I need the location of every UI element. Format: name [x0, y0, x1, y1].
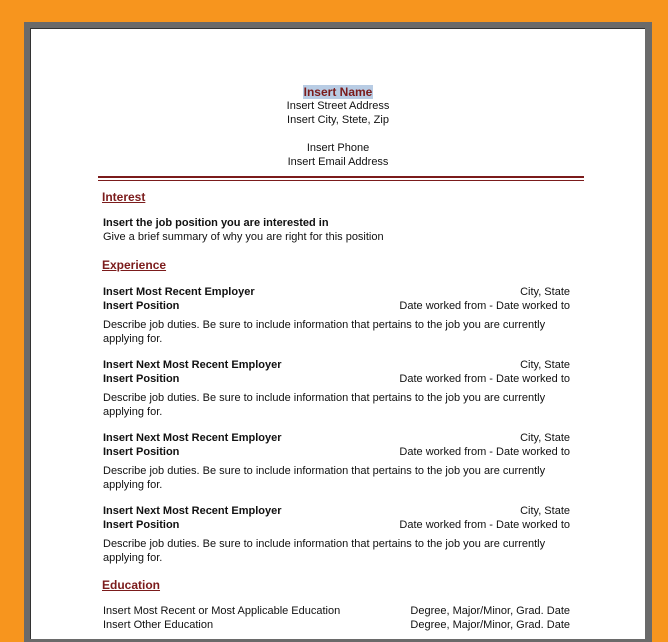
section-title-interest: Interest — [102, 190, 146, 204]
phone: Insert Phone — [306, 142, 370, 154]
section-title-education: Education — [102, 578, 161, 592]
education-school: Insert Other Education — [103, 619, 214, 631]
education-degree: Degree, Major/Minor, Grad. Date — [410, 619, 570, 631]
resume-name[interactable]: Insert Name — [303, 85, 373, 99]
street-address: Insert Street Address — [286, 100, 390, 112]
job-location: City, State — [520, 505, 570, 517]
job-position: Insert Position — [103, 373, 180, 385]
job-position: Insert Position — [103, 300, 180, 312]
interest-position: Insert the job position you are interested in — [103, 217, 329, 229]
job-employer: Insert Next Most Recent Employer — [103, 432, 282, 444]
job-dates: Date worked from - Date worked to — [399, 519, 570, 531]
job-location: City, State — [520, 286, 570, 298]
job-employer: Insert Next Most Recent Employer — [103, 359, 282, 371]
header-address — [31, 99, 645, 127]
job-description: Describe job duties. Be sure to include information that pertains to the job you are currently applying for. — [103, 392, 546, 418]
job-description: Describe job duties. Be sure to include information that pertains to the job you are currently applying for. — [103, 465, 546, 491]
header-contact — [31, 141, 645, 169]
job-dates: Date worked from - Date worked to — [399, 300, 570, 312]
header-rule-thick — [98, 176, 584, 178]
job-employer: Insert Next Most Recent Employer — [103, 505, 282, 517]
job-dates: Date worked from - Date worked to — [399, 373, 570, 385]
job-location: City, State — [520, 432, 570, 444]
email: Insert Email Address — [287, 156, 389, 168]
header-rule-thin — [98, 180, 584, 181]
job-description: Describe job duties. Be sure to include information that pertains to the job you are currently applying for. — [103, 538, 546, 564]
job-description: Describe job duties. Be sure to include information that pertains to the job you are currently applying for. — [103, 319, 546, 345]
job-position: Insert Position — [103, 519, 180, 531]
document-page — [30, 28, 645, 639]
interest-summary: Give a brief summary of why you are right for this position — [103, 231, 384, 243]
job-dates: Date worked from - Date worked to — [399, 446, 570, 458]
job-position: Insert Position — [103, 446, 180, 458]
job-location: City, State — [520, 359, 570, 371]
education-school: Insert Most Recent or Most Applicable Education — [103, 605, 341, 617]
section-title-experience: Experience — [102, 258, 167, 272]
education-degree: Degree, Major/Minor, Grad. Date — [410, 605, 570, 617]
city-state-zip: Insert City, Stete, Zip — [287, 114, 389, 126]
job-employer: Insert Most Recent Employer — [103, 286, 255, 298]
